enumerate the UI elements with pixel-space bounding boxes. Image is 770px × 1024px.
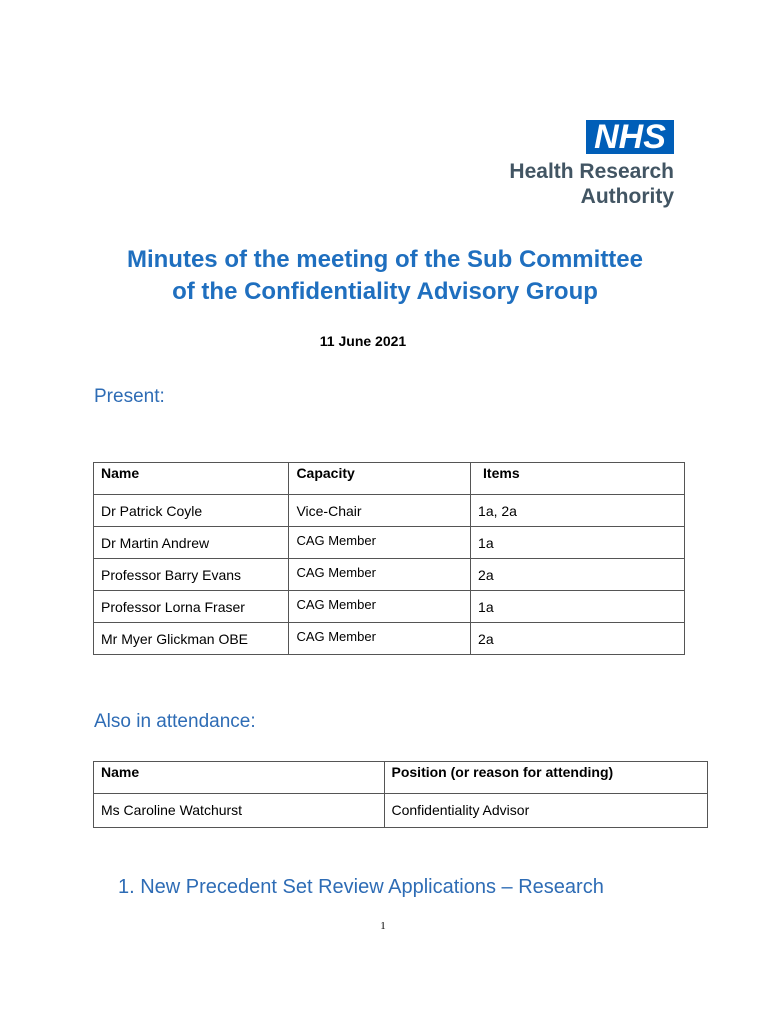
member-name: Professor Barry Evans <box>94 559 289 591</box>
member-capacity: CAG Member <box>289 559 471 591</box>
page-number: 1 <box>380 920 386 932</box>
column-header-position: Position (or reason for attending) <box>384 762 708 794</box>
attendee-name: Ms Caroline Watchurst <box>94 794 385 828</box>
member-items: 1a, 2a <box>471 495 685 527</box>
member-items: 1a <box>471 591 685 623</box>
member-items: 2a <box>471 559 685 591</box>
member-name: Dr Martin Andrew <box>94 527 289 559</box>
member-capacity: Vice-Chair <box>289 495 471 527</box>
member-capacity: CAG Member <box>289 623 471 655</box>
table-row <box>94 623 685 655</box>
column-header-name: Name <box>94 463 289 495</box>
table-row <box>94 527 685 559</box>
nhs-logo-badge: NHS <box>586 120 674 154</box>
hra-logo <box>478 118 678 210</box>
member-name: Professor Lorna Fraser <box>94 591 289 623</box>
member-name: Mr Myer Glickman OBE <box>94 623 289 655</box>
column-header-items: Items <box>471 463 685 495</box>
table-row <box>94 559 685 591</box>
attendance-table <box>93 761 708 828</box>
member-capacity: CAG Member <box>289 527 471 559</box>
table-row <box>94 495 685 527</box>
table-row <box>94 591 685 623</box>
member-capacity: CAG Member <box>289 591 471 623</box>
member-items: 2a <box>471 623 685 655</box>
present-heading: Present: <box>94 386 165 407</box>
table-header-row <box>94 762 708 794</box>
member-name: Dr Patrick Coyle <box>94 495 289 527</box>
org-name-line1: Health Research <box>509 160 674 183</box>
attendee-position: Confidentiality Advisor <box>384 794 708 828</box>
column-header-name: Name <box>94 762 385 794</box>
member-items: 1a <box>471 527 685 559</box>
present-table <box>93 462 685 655</box>
agenda-section-heading: 1. New Precedent Set Review Applications – Research <box>118 876 604 898</box>
meeting-date: 11 June 2021 <box>319 333 407 349</box>
org-name-line2: Authority <box>580 185 674 208</box>
table-header-row <box>94 463 685 495</box>
document-title-line1: Minutes of the meeting of the Sub Committee <box>126 246 643 273</box>
document-title-line2: of the Confidentiality Advisory Group <box>172 278 598 305</box>
table-row <box>94 794 708 828</box>
also-in-attendance-heading: Also in attendance: <box>94 711 256 732</box>
column-header-capacity: Capacity <box>289 463 471 495</box>
